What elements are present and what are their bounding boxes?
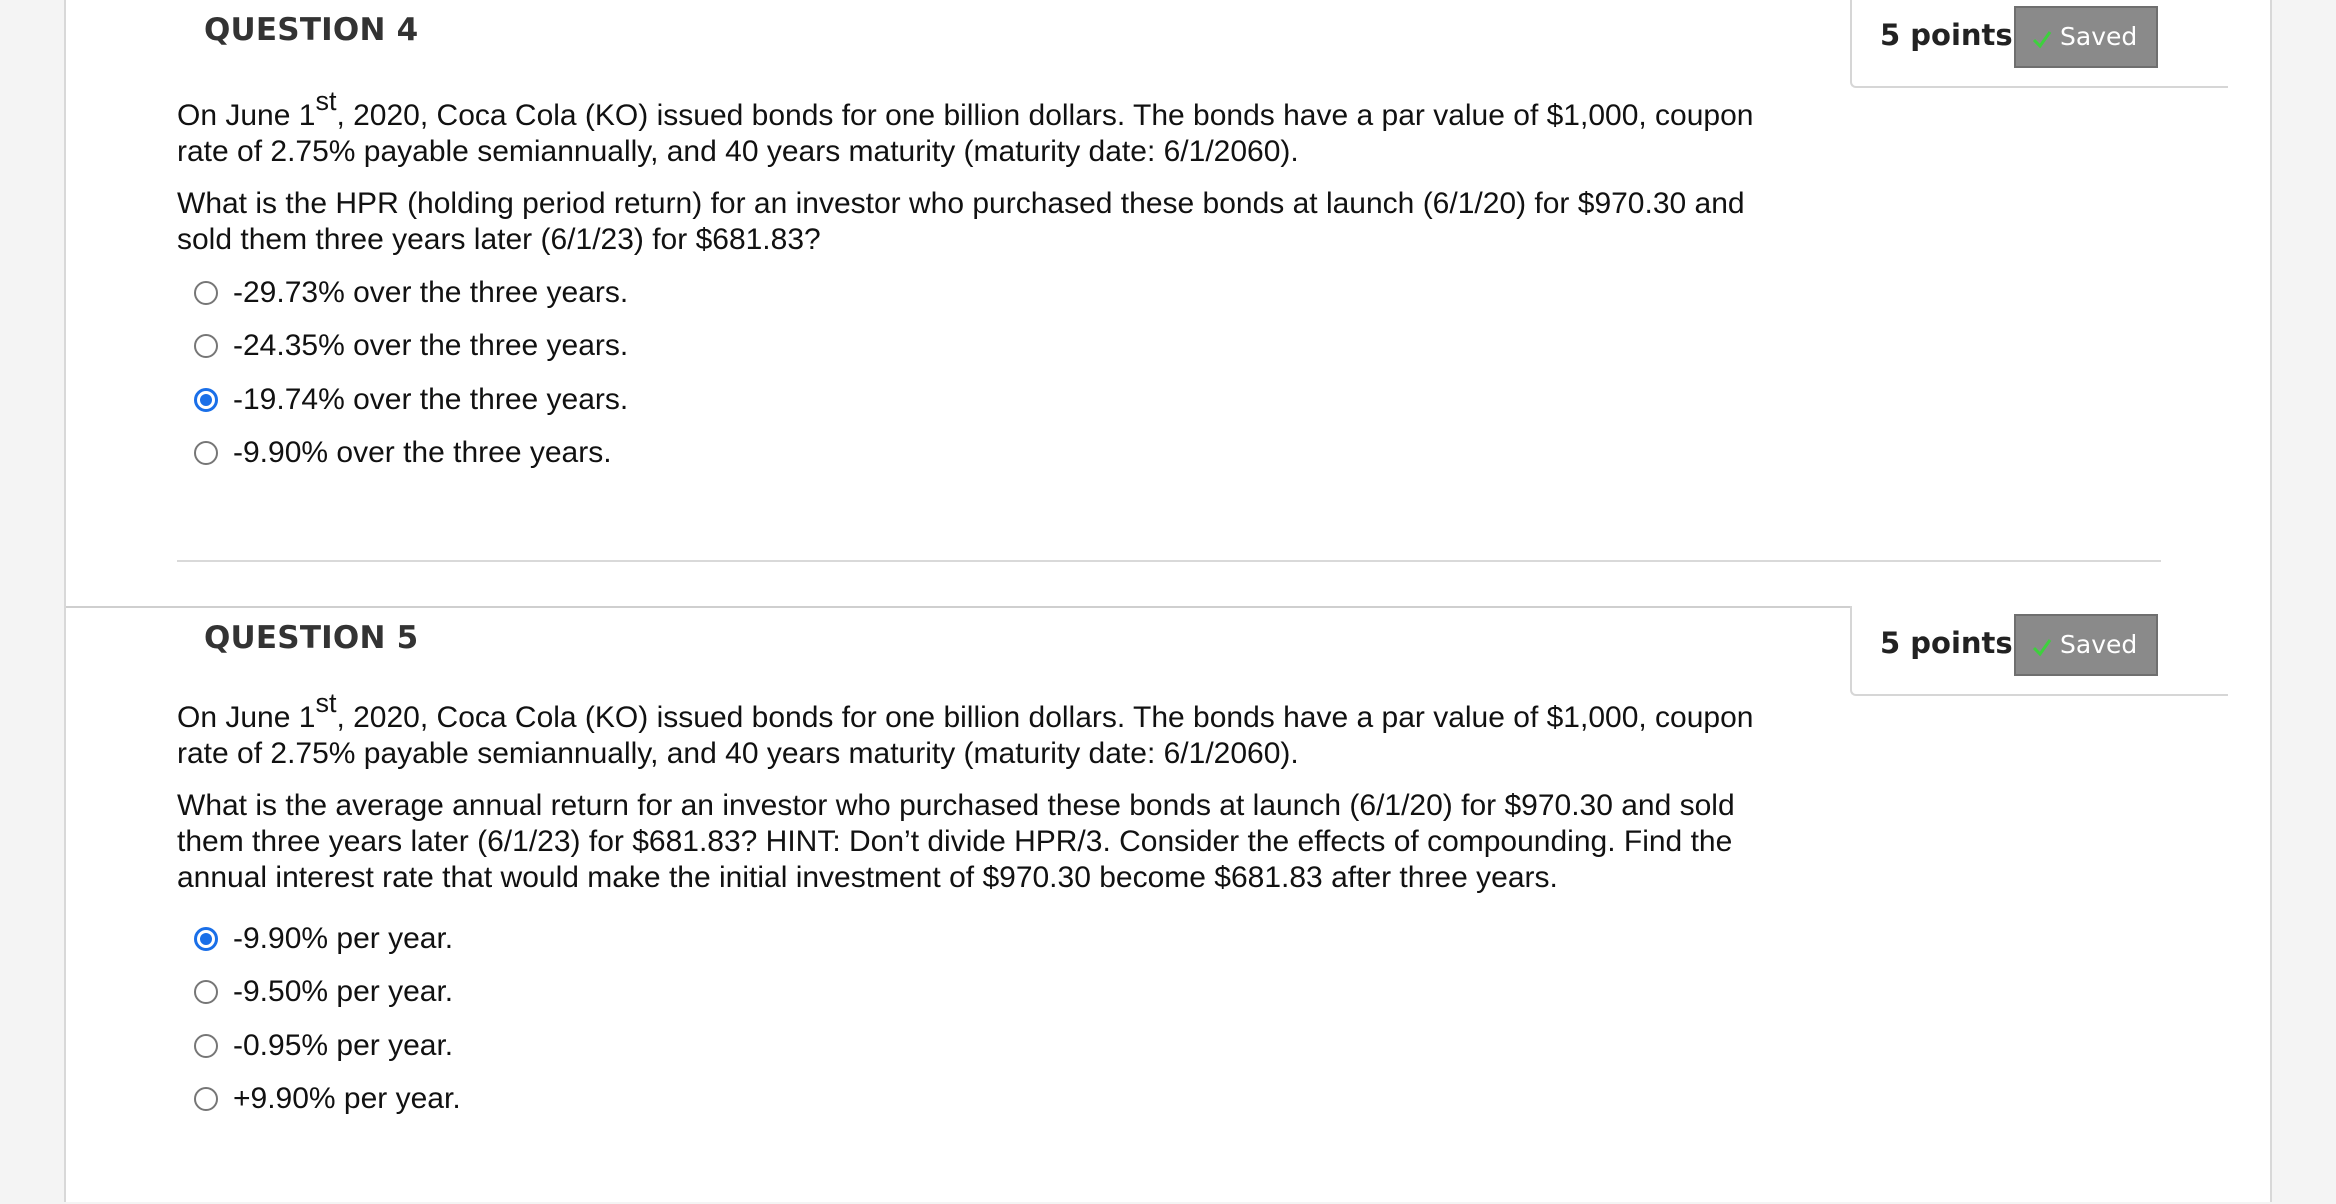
- option-label[interactable]: -9.90% over the three years.: [233, 436, 612, 470]
- saved-text: Saved: [2060, 630, 2138, 659]
- radio-button[interactable]: [194, 334, 218, 358]
- option-label[interactable]: -29.73% over the three years.: [233, 275, 629, 309]
- saved-badge: [2014, 614, 2158, 676]
- answer-options: [188, 266, 1688, 480]
- question-text: On June 1st, 2020, Coca Cola (KO) issued bonds for one billion dollars. The bonds have a par value of $1,000, coupon rate of 2.75% payable semiannually, and 40 years maturity (maturity date: 6/1/2060).: [177, 86, 1754, 168]
- points-panel: [1850, 0, 2228, 88]
- saved-text: Saved: [2060, 22, 2138, 51]
- answer-option[interactable]: [188, 266, 1688, 320]
- question-5: [66, 606, 2226, 1204]
- answer-option[interactable]: [188, 1073, 1688, 1127]
- divider: [177, 560, 2161, 562]
- assessment-page: [64, 0, 2272, 1202]
- question-prompt: What is the average annual return for an investor who purchased these bonds at launch (6/1/20) for $970.30 and sold them three years later (6/1/23) for $681.83? HINT: Don’t divide HPR/3. Consider the effects of compounding. Find the annual interest rate that would make the initial investment of $970.30 become $681.83 after three years.: [177, 789, 1735, 894]
- radio-button[interactable]: [194, 281, 218, 305]
- question-4: [66, 0, 2226, 606]
- answer-options: [188, 912, 1688, 1126]
- radio-button[interactable]: [194, 1087, 218, 1111]
- radio-button[interactable]: [194, 980, 218, 1004]
- points-label: 5 points: [1880, 18, 2013, 52]
- answer-option[interactable]: [188, 912, 1688, 966]
- points-label: 5 points: [1880, 626, 2013, 660]
- question-text: On June 1st, 2020, Coca Cola (KO) issued bonds for one billion dollars. The bonds have a par value of $1,000, coupon rate of 2.75% payable semiannually, and 40 years maturity (maturity date: 6/1/2060).: [177, 688, 1754, 770]
- question-prompt: What is the HPR (holding period return) for an investor who purchased these bonds at launch (6/1/20) for $970.30 and sold them three years later (6/1/23) for $681.83?: [177, 187, 1745, 256]
- radio-button-selected[interactable]: [194, 927, 218, 951]
- answer-option[interactable]: [188, 1019, 1688, 1073]
- option-label[interactable]: +9.90% per year.: [233, 1082, 461, 1116]
- answer-option[interactable]: [188, 373, 1688, 427]
- saved-badge: [2014, 6, 2158, 68]
- radio-button-selected[interactable]: [194, 388, 218, 412]
- option-label[interactable]: -9.90% per year.: [233, 921, 454, 955]
- answer-option[interactable]: [188, 427, 1688, 481]
- question-title: QUESTION 5: [204, 620, 419, 656]
- radio-button[interactable]: [194, 1034, 218, 1058]
- answer-option[interactable]: [188, 320, 1688, 374]
- option-label[interactable]: -0.95% per year.: [233, 1028, 454, 1062]
- answer-option[interactable]: [188, 966, 1688, 1020]
- points-panel: [1850, 606, 2228, 696]
- option-label[interactable]: -19.74% over the three years.: [233, 382, 629, 416]
- radio-button[interactable]: [194, 441, 218, 465]
- option-label[interactable]: -9.50% per year.: [233, 975, 454, 1009]
- check-icon: [2032, 29, 2052, 49]
- option-label[interactable]: -24.35% over the three years.: [233, 329, 629, 363]
- question-title: QUESTION 4: [204, 12, 419, 48]
- check-icon: [2032, 637, 2052, 657]
